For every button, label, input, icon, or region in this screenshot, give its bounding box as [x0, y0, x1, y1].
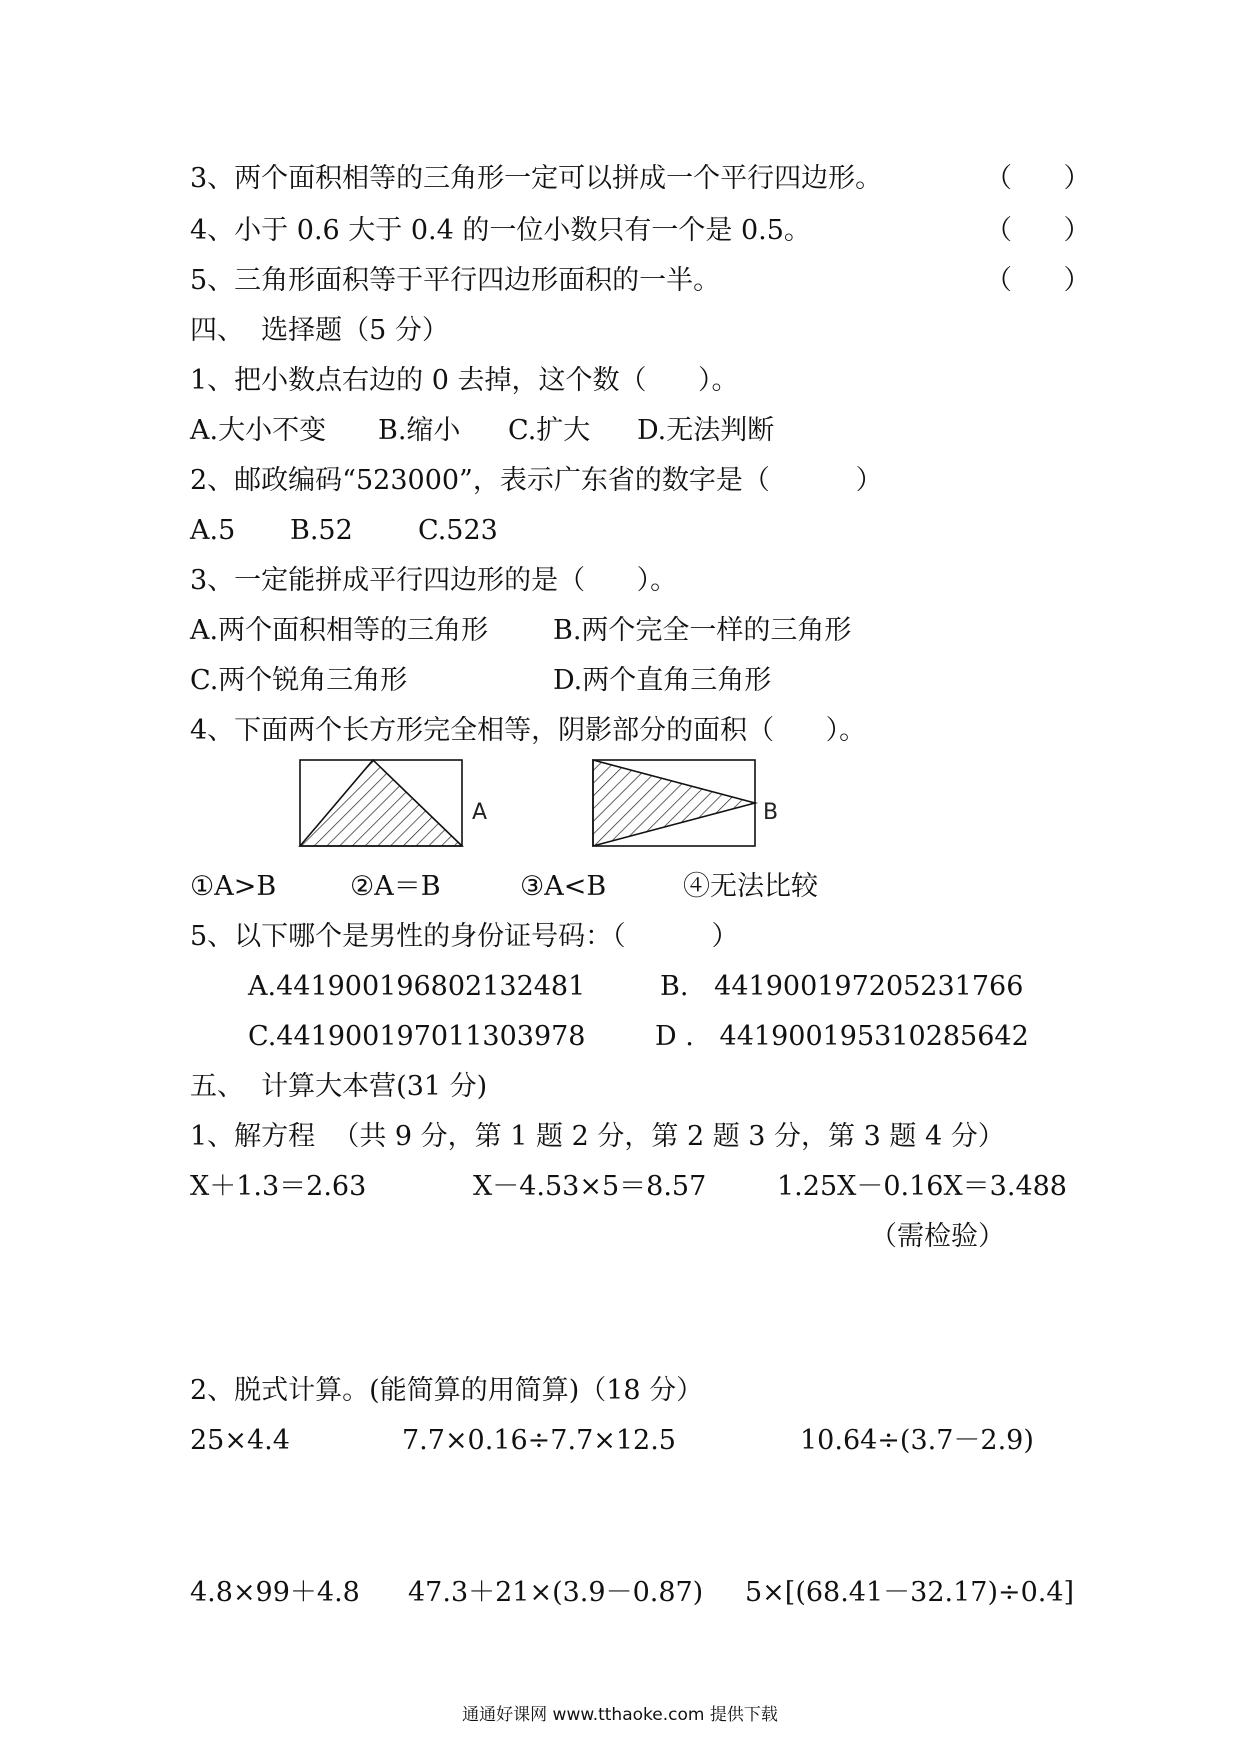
calc-3: 10.64÷(3.7－2.9) — [800, 1425, 1034, 1456]
answer-paren-5[interactable]: （ ） — [985, 265, 1091, 296]
section-5-title: 五、 计算大本营(31 分) — [190, 1071, 488, 1102]
calc-4: 4.8×99＋4.8 — [190, 1577, 360, 1608]
choice-question-1: 1、把小数点右边的 0 去掉，这个数（ ）。 — [190, 365, 739, 396]
check-note: （需检验） — [870, 1221, 1005, 1252]
choice-question-3: 3、一定能拼成平行四边形的是（ ）。 — [190, 565, 678, 596]
judge-question-3: 3、两个面积相等的三角形一定可以拼成一个平行四边形。 — [190, 163, 883, 194]
rectangles-figure — [290, 755, 790, 855]
option-5d[interactable]: D . 441900195310285642 — [655, 1021, 1029, 1052]
judge-question-5: 5、三角形面积等于平行四边形面积的一半。 — [190, 265, 721, 296]
option-5b[interactable]: B. 441900197205231766 — [660, 971, 1024, 1002]
calc-2: 7.7×0.16÷7.7×12.5 — [402, 1425, 676, 1456]
equation-1: X＋1.3＝2.63 — [190, 1171, 367, 1202]
option-2b[interactable]: B.52 — [290, 515, 353, 546]
option-3b[interactable]: B.两个完全一样的三角形 — [553, 615, 852, 646]
choice-question-5: 5、以下哪个是男性的身份证号码：（ ） — [190, 921, 739, 952]
option-4-2[interactable]: ②A＝B — [350, 871, 441, 902]
answer-paren-3[interactable]: （ ） — [985, 163, 1091, 194]
calc-5: 47.3＋21×(3.9－0.87) — [408, 1577, 704, 1608]
option-4-3[interactable]: ③A<B — [520, 871, 607, 902]
equation-instructions: 1、解方程 （共 9 分，第 1 题 2 分，第 2 题 3 分，第 3 题 4 分） — [190, 1121, 1005, 1152]
option-5c[interactable]: C.441900197011303978 — [248, 1021, 586, 1052]
rectangle-b — [593, 760, 755, 846]
page-footer: 通通好课网 www.tthaoke.com 提供下载 — [462, 1705, 778, 1725]
equation-3: 1.25X－0.16X＝3.488 — [777, 1171, 1067, 1202]
shaded-triangle-b — [593, 760, 755, 846]
choice-question-2: 2、邮政编码“523000”，表示广东省的数字是（ ） — [190, 465, 883, 496]
option-2c[interactable]: C.523 — [418, 515, 498, 546]
shaded-triangle-a — [300, 760, 462, 846]
answer-paren-4[interactable]: （ ） — [985, 215, 1091, 246]
calc-1: 25×4.4 — [190, 1425, 290, 1456]
calculation-instructions: 2、脱式计算。(能简算的用简算)（18 分） — [190, 1375, 704, 1406]
option-1d[interactable]: D.无法判断 — [637, 415, 775, 446]
option-3c[interactable]: C.两个锐角三角形 — [190, 665, 408, 696]
option-1b[interactable]: B.缩小 — [378, 415, 461, 446]
equation-2: X－4.53×5＝8.57 — [473, 1171, 707, 1202]
option-5a[interactable]: A.441900196802132481 — [248, 971, 586, 1002]
label-a: A — [472, 800, 488, 825]
label-b: B — [763, 800, 779, 825]
judge-question-4: 4、小于 0.6 大于 0.4 的一位小数只有一个是 0.5。 — [190, 215, 811, 246]
option-3a[interactable]: A.两个面积相等的三角形 — [190, 615, 489, 646]
option-1c[interactable]: C.扩大 — [508, 415, 591, 446]
calc-6: 5×[(68.41－32.17)÷0.4] — [745, 1577, 1075, 1608]
option-3d[interactable]: D.两个直角三角形 — [553, 665, 772, 696]
option-4-1[interactable]: ①A>B — [190, 871, 277, 902]
rectangle-a — [300, 760, 462, 846]
option-4-4[interactable]: ④无法比较 — [683, 871, 818, 902]
choice-question-4: 4、下面两个长方形完全相等，阴影部分的面积（ ）。 — [190, 715, 867, 746]
option-2a[interactable]: A.5 — [190, 515, 236, 546]
option-1a[interactable]: A.大小不变 — [190, 415, 327, 446]
section-4-title: 四、 选择题（5 分） — [190, 315, 449, 346]
